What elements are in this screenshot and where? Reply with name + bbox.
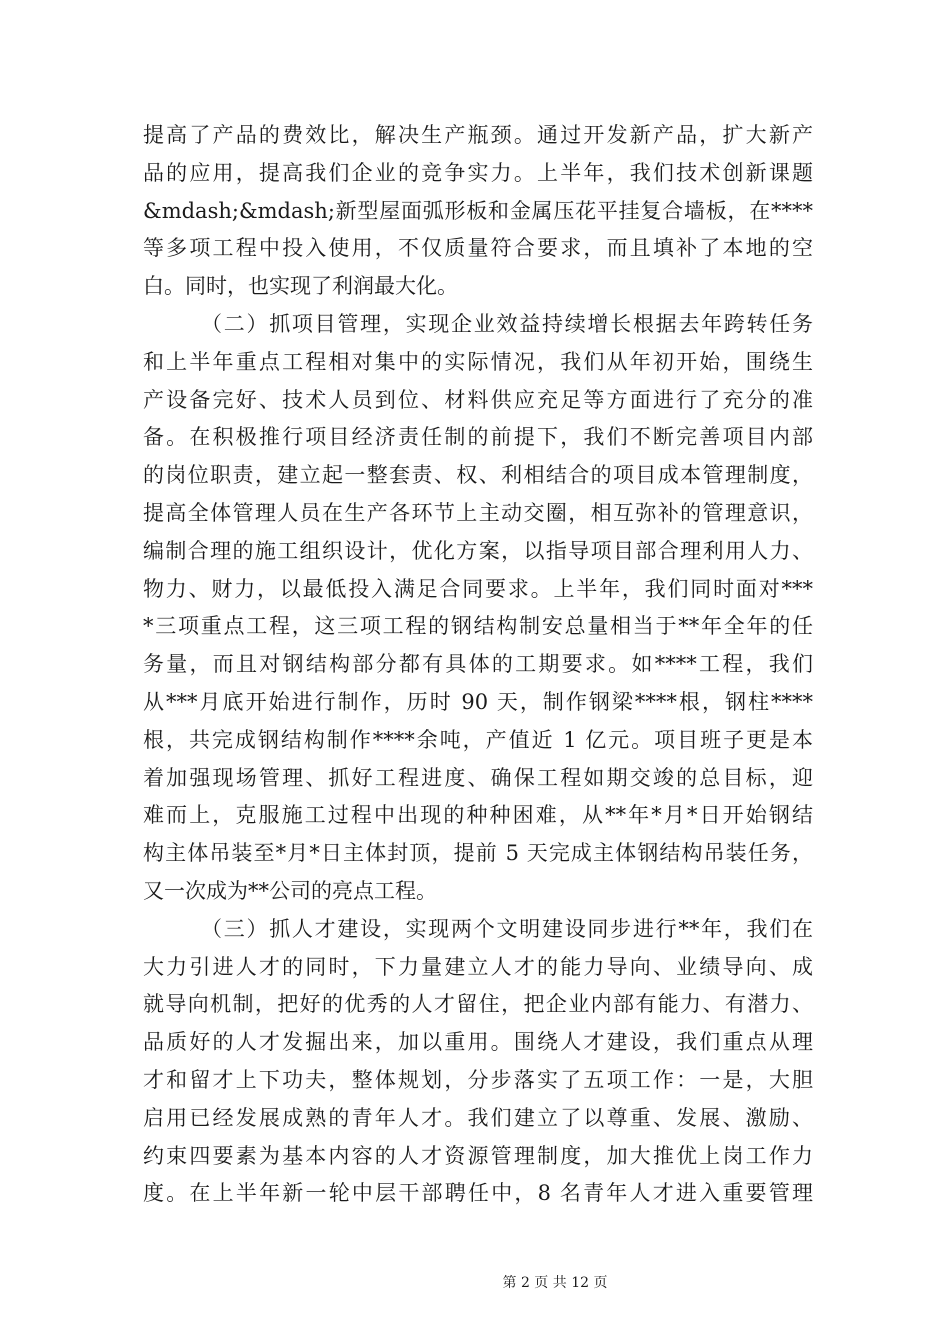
paragraph-start-line: （三）抓人才建设，实现两个文明建设同步进行**年，我们在 [201,916,813,941]
text-line: 物力、财力，以最低投入满足合同要求。上半年，我们同时面对*** [143,576,813,601]
text-line: *三项重点工程，这三项工程的钢结构制安总量相当于**年全年的任 [143,614,813,639]
text-line: 提高了产品的费效比，解决生产瓶颈。通过开发新产品，扩大新产 [143,123,813,147]
text-line: 从***月底开始进行制作，历时 90 天，制作钢梁****根，钢柱**** [143,689,813,714]
page-number: 第 2 页 共 12 页 [502,1275,608,1291]
text-line: 大力引进人才的同时，下力量建立人才的能力导向、业绩导向、成 [143,954,813,979]
text-line: 着加强现场管理、抓好工程进度、确保工程如期交竣的总目标，迎 [143,765,813,790]
text-line: 构主体吊装至*月*日主体封顶，提前 5 天完成主体钢结构吊装任务， [143,841,813,866]
text-line: 启用已经发展成熟的青年人才。我们建立了以尊重、发展、激励、 [143,1105,813,1130]
text-line: 品的应用，提高我们企业的竞争实力。上半年，我们技术创新课题 [143,160,813,185]
text-line: 根，共完成钢结构制作****余吨，产值近 1 亿元。项目班子更是本 [143,727,813,752]
text-line: &mdash;&mdash;新型屋面弧形板和金属压花平挂复合墙板，在**** [143,198,813,223]
text-line: 提高全体管理人员在生产各环节上主动交圈，相互弥补的管理意识， [143,500,813,525]
paragraph-start-line: （二）抓项目管理，实现企业效益持续增长根据去年跨转任务 [201,311,813,336]
text-line: 和上半年重点工程相对集中的实际情况，我们从年初开始，围绕生 [143,349,813,374]
text-line: 又一次成为**公司的亮点工程。 [143,878,437,903]
document-body [143,117,813,1213]
text-line: 务量，而且对钢结构部分都有具体的工期要求。如****工程，我们 [143,652,813,677]
text-line: 白。同时，也实现了利润最大化。 [143,274,458,299]
text-line: 产设备完好、技术人员到位、材料供应充足等方面进行了充分的准 [143,387,813,412]
text-line: 约束四要素为基本内容的人才资源管理制度，加大推优上岗工作力 [143,1143,813,1168]
text-line: 度。在上半年新一轮中层干部聘任中，8 名青年人才进入重要管理 [143,1181,813,1206]
text-line: 等多项工程中投入使用，不仅质量符合要求，而且填补了本地的空 [143,236,813,261]
text-line: 才和留才上下功夫，整体规划，分步落实了五项工作：一是，大胆 [143,1067,813,1092]
text-line: 难而上，克服施工过程中出现的种种困难，从**年*月*日开始钢结 [143,803,813,828]
text-line: 就导向机制，把好的优秀的人才留住，把企业内部有能力、有潜力、 [143,992,813,1017]
text-line: 品质好的人才发掘出来，加以重用。围绕人才建设，我们重点从理 [143,1030,813,1055]
text-line: 编制合理的施工组织设计，优化方案，以指导项目部合理利用人力、 [143,538,813,563]
text-line: 备。在积极推行项目经济责任制的前提下，我们不断完善项目内部 [143,425,813,450]
text-line: 的岗位职责，建立起一整套责、权、利相结合的项目成本管理制度， [143,463,813,488]
